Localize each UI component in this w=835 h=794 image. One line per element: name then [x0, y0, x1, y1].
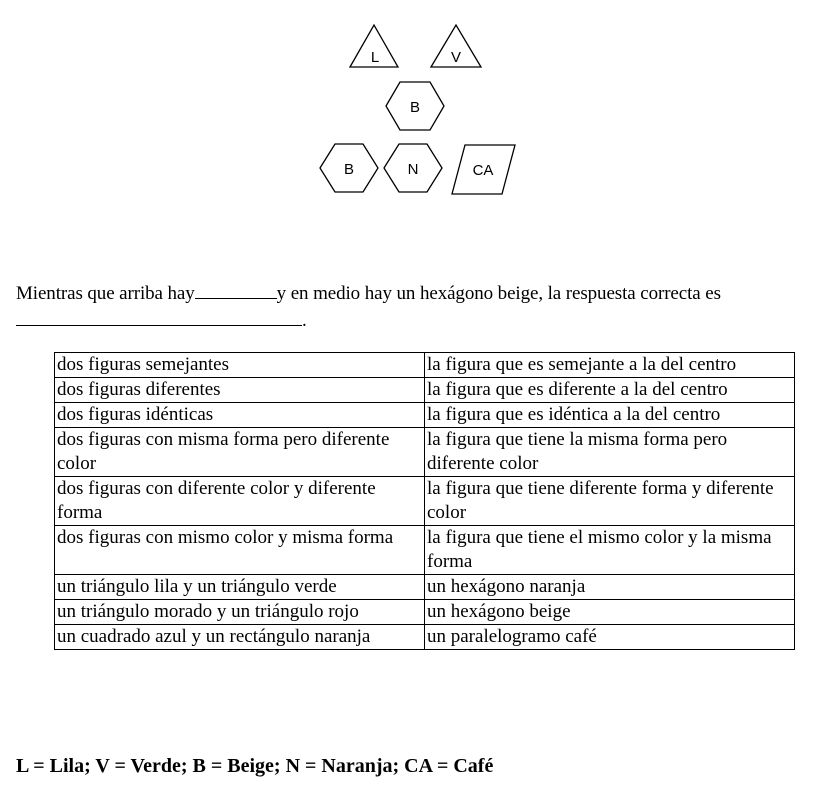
table-row	[55, 378, 795, 403]
answer-blank-top[interactable]	[195, 280, 277, 299]
sentence-part-2: y en medio hay un hexágono beige, la respuesta correcta es	[276, 283, 721, 304]
option-right-cell[interactable]: un hexágono naranja	[425, 575, 795, 600]
shape-label: L	[370, 49, 380, 66]
table-row	[55, 575, 795, 600]
color-legend: L = Lila; V = Verde; B = Beige; N = Naranja; CA = Café	[16, 755, 494, 777]
option-left-cell[interactable]: dos figuras diferentes	[55, 378, 425, 403]
option-left-cell[interactable]: dos figuras idénticas	[55, 403, 425, 428]
fill-in-sentence	[16, 280, 828, 334]
option-left-cell[interactable]: dos figuras con misma forma pero diferente color	[55, 428, 425, 477]
option-left-cell[interactable]: dos figuras con diferente color y diferente forma	[55, 477, 425, 526]
option-left-cell[interactable]: un triángulo morado y un triángulo rojo	[55, 600, 425, 625]
shape-label: B	[343, 161, 355, 178]
option-right-cell[interactable]: un paralelogramo café	[425, 625, 795, 650]
table-row	[55, 625, 795, 650]
option-left-cell[interactable]: dos figuras con mismo color y misma forma	[55, 526, 425, 575]
shape-label: CA	[472, 162, 494, 179]
option-right-cell[interactable]: la figura que es diferente a la del centro	[425, 378, 795, 403]
options-table	[54, 352, 795, 650]
triangle-shape	[431, 25, 481, 67]
option-right-cell[interactable]: la figura que es semejante a la del centro	[425, 353, 795, 378]
table-row	[55, 477, 795, 526]
hexagon-shape	[320, 144, 378, 192]
hexagon-shape	[386, 82, 444, 130]
table-row	[55, 600, 795, 625]
shape-label: N	[407, 161, 419, 178]
triangle-shape	[350, 25, 398, 67]
answer-blank-correct[interactable]	[16, 307, 302, 326]
hexagon-shape	[384, 144, 442, 192]
sentence-part-1: Mientras que arriba hay	[16, 283, 195, 304]
table-row	[55, 403, 795, 428]
option-left-cell[interactable]: dos figuras semejantes	[55, 353, 425, 378]
option-right-cell[interactable]: la figura que tiene diferente forma y diferente color	[425, 477, 795, 526]
option-right-cell[interactable]: la figura que tiene el mismo color y la misma forma	[425, 526, 795, 575]
option-left-cell[interactable]: un triángulo lila y un triángulo verde	[55, 575, 425, 600]
shape-label: B	[409, 99, 421, 116]
table-row	[55, 428, 795, 477]
sentence-end: .	[302, 310, 307, 331]
table-row	[55, 526, 795, 575]
shape-label: V	[450, 49, 462, 66]
option-right-cell[interactable]: la figura que tiene la misma forma pero diferente color	[425, 428, 795, 477]
shapes-figure	[0, 0, 835, 200]
option-left-cell[interactable]: un cuadrado azul y un rectángulo naranja	[55, 625, 425, 650]
table-row	[55, 353, 795, 378]
option-right-cell[interactable]: un hexágono beige	[425, 600, 795, 625]
parallelogram-shape	[452, 145, 515, 194]
option-right-cell[interactable]: la figura que es idéntica a la del centro	[425, 403, 795, 428]
